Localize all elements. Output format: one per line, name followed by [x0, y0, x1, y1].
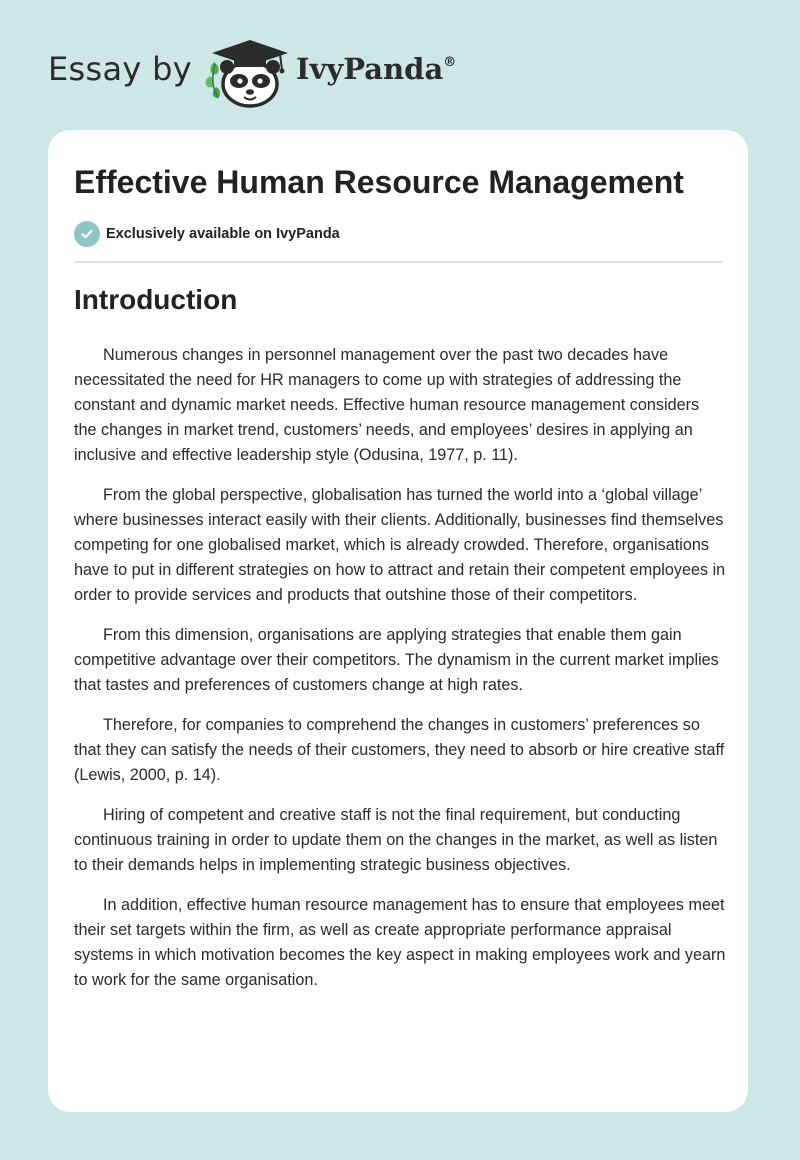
brand-name[interactable]: IvyPanda® — [296, 52, 457, 86]
title-divider — [74, 261, 723, 263]
site-header — [0, 0, 800, 130]
panda-mascot-icon[interactable] — [198, 36, 294, 110]
paragraph: Therefore, for companies to comprehend the changes in customers’ preferences so that they can satisfy the needs of their customers, they need to absorb or hire creative staff (Lewis, 2000, p. 14). — [74, 716, 725, 784]
paragraph: In addition, effective human resource management has to ensure that employees meet their set targets within the firm, as well as create appropriate performance appraisal systems in which motivation becomes the key aspect in making employees work and yearn to work for the same organisation. — [74, 896, 726, 989]
paragraph: From this dimension, organisations are applying strategies that enable them gain competitive advantage over their competitors. The dynamism in the current market implies that tastes and preferences of customers change at high rates. — [74, 626, 719, 694]
essay-card — [48, 130, 748, 1112]
paragraph: Numerous changes in personnel management over the past two decades have necessitated the need for HR managers to come up with strategies of addressing the constant and dynamic market needs. Effective human resource management considers the changes in market trend, customers’ needs, and employees’ desires in applying an inclusive and effective leadership style (Odusina, 1977, p. 11). — [74, 346, 700, 464]
exclusive-badge — [74, 221, 340, 247]
check-circle-icon — [74, 221, 100, 247]
registered-mark: ® — [443, 55, 457, 71]
article-body — [74, 343, 726, 1008]
paragraph: From the global perspective, globalisation has turned the world into a ‘global village’ where businesses interact easily with their clients. Additionally, businesses find themselves competing for one globalised market, which is already crowded. Therefore, organisations have to put in different strategies on how to attract and retain their competent employees in order to provide services and products that outshine those of their competitors. — [74, 486, 726, 604]
section-heading-introduction: Introduction — [74, 284, 238, 315]
essay-by-label: Essay by — [48, 50, 192, 88]
page-title: Effective Human Resource Management — [74, 164, 684, 200]
badge-label: Exclusively available on IvyPanda — [106, 226, 340, 242]
paragraph: Hiring of competent and creative staff is not the final requirement, but conducting continuous training in order to update them on the changes in the market, as well as listen to their demands helps in implementing strategic business objectives. — [74, 806, 718, 874]
